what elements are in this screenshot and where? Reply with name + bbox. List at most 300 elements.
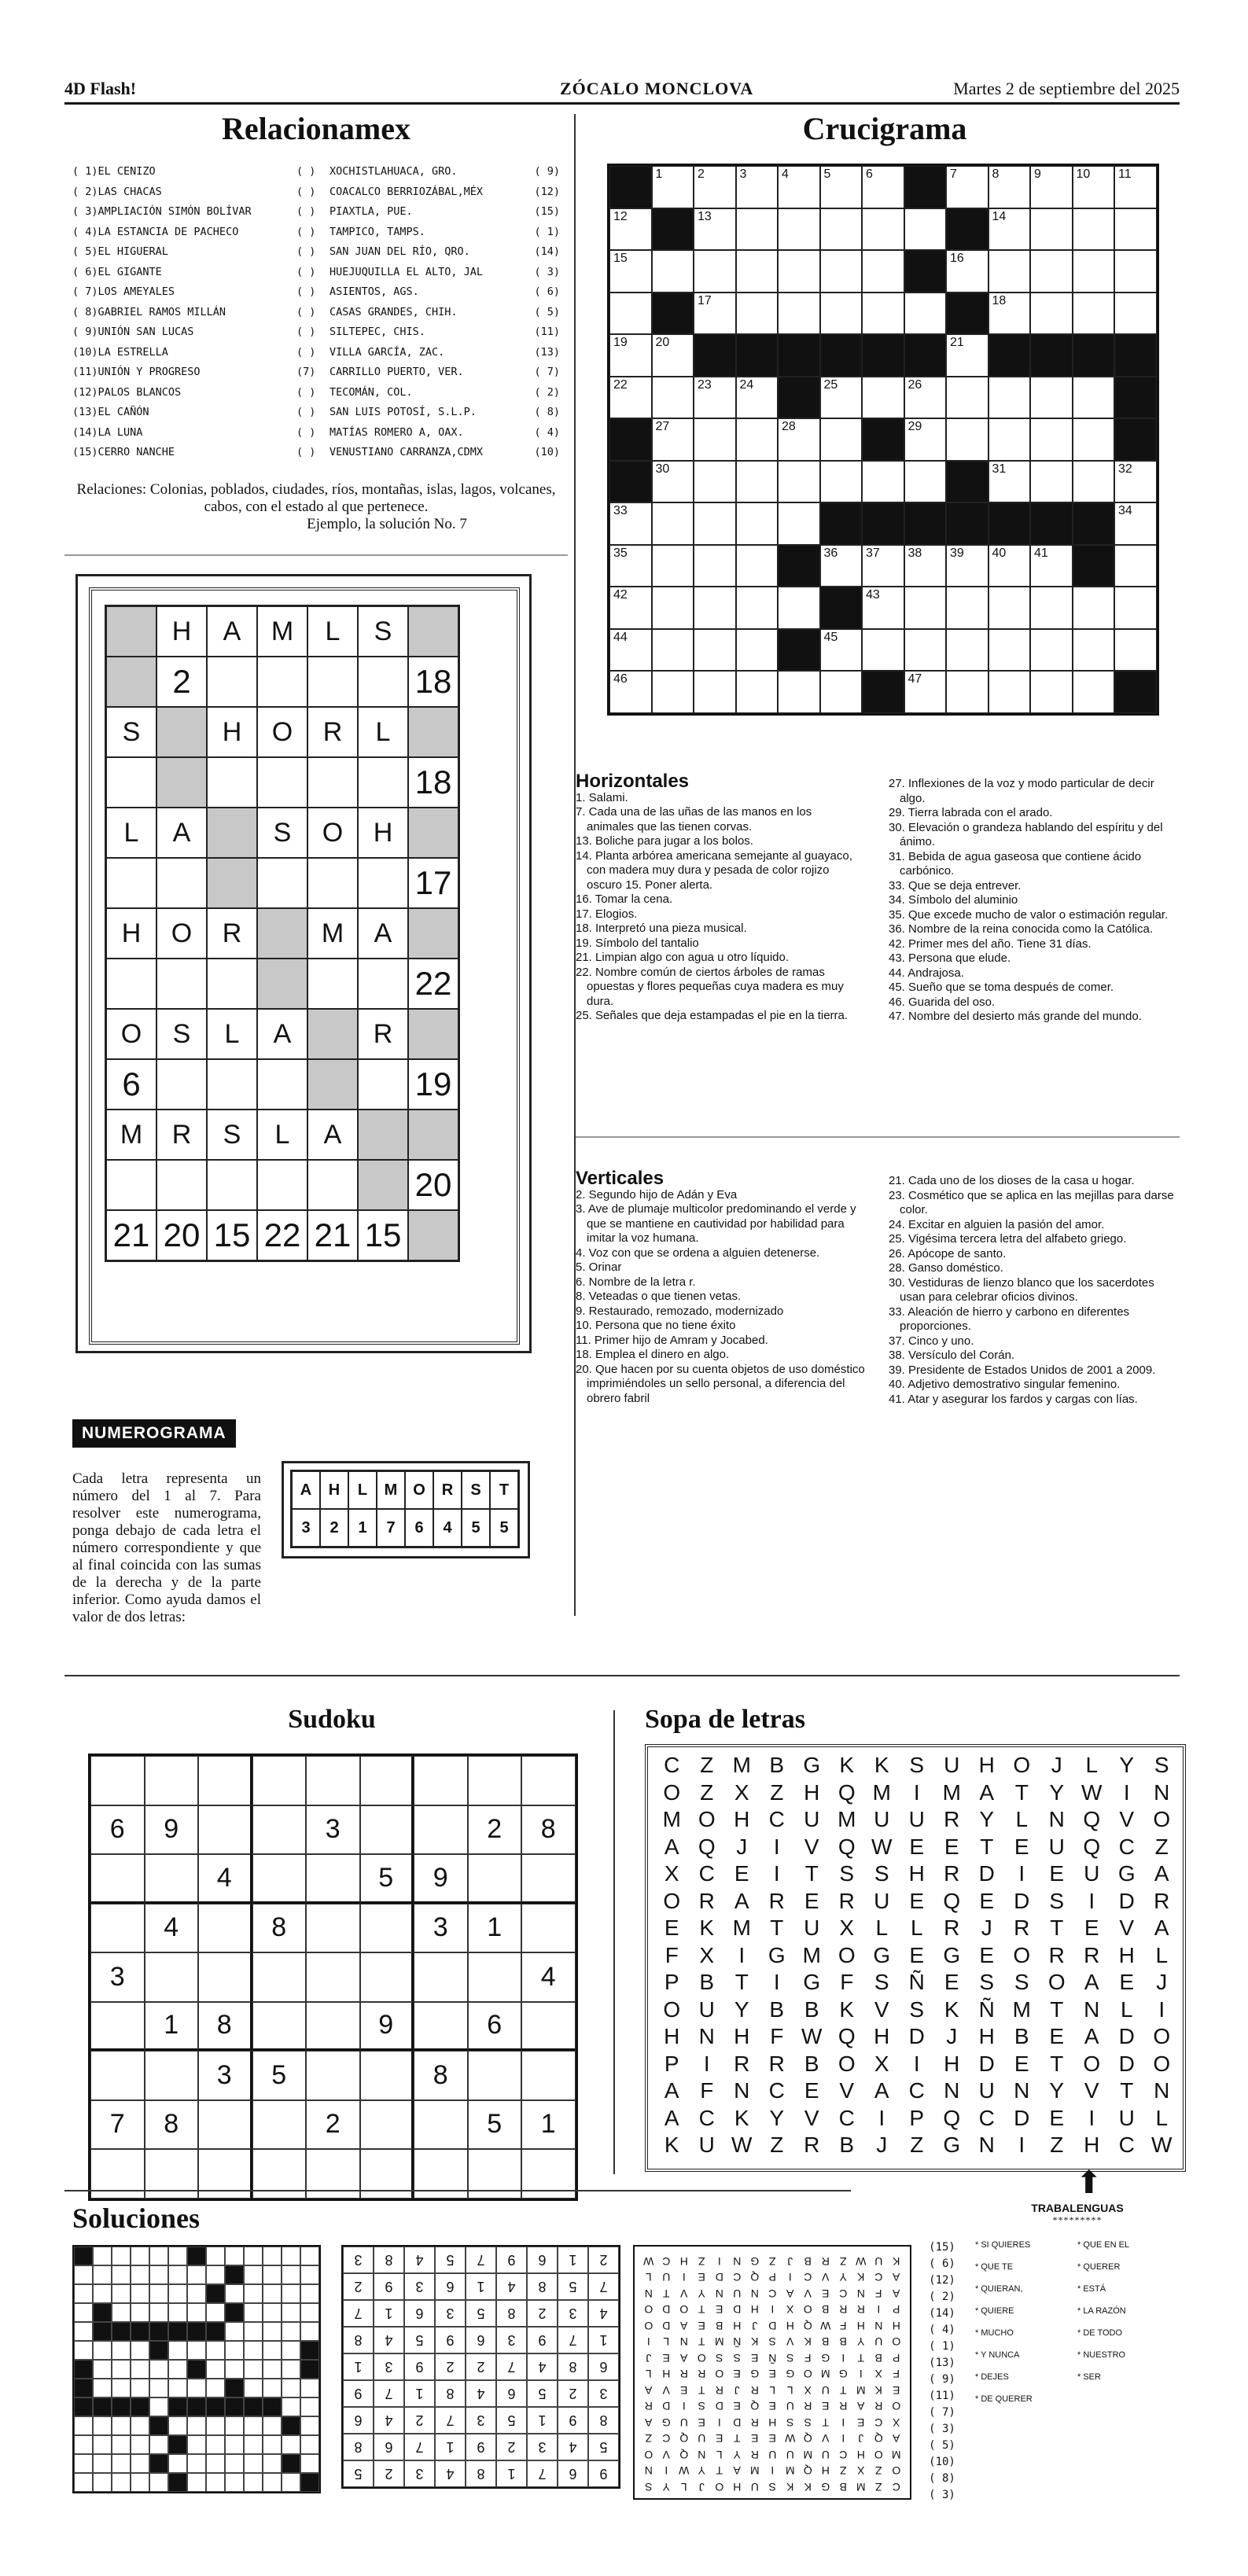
sudoku-cell[interactable]: [90, 2051, 145, 2100]
sudoku-cell[interactable]: [145, 1756, 199, 1805]
sudoku-cell[interactable]: [145, 1854, 199, 1904]
crossword-cell[interactable]: [1114, 461, 1157, 503]
sudoku-cell[interactable]: [252, 1756, 307, 1805]
puzzle-cell: [307, 858, 358, 908]
crossword-cell[interactable]: [609, 250, 652, 293]
sudoku-cell: 3: [90, 1952, 145, 2002]
solution-letter: A: [645, 2416, 653, 2429]
clue-number: 23: [698, 377, 712, 392]
crossword-cell[interactable]: [736, 293, 779, 335]
sudoku-cell[interactable]: [90, 1904, 145, 1953]
sudoku-cell[interactable]: [414, 1805, 468, 1855]
sudoku-cell[interactable]: [252, 2100, 307, 2150]
crossword-cell[interactable]: [862, 461, 904, 503]
crossword-cell[interactable]: [1030, 671, 1073, 713]
relacionamex-note: [64, 481, 568, 533]
crossword-cell[interactable]: [820, 166, 863, 208]
crossword-cell[interactable]: [778, 208, 820, 251]
sudoku-cell[interactable]: [306, 1854, 360, 1904]
letter-number-puzzle: [75, 574, 532, 1353]
crossword-cell[interactable]: [609, 671, 652, 713]
crossword-cell[interactable]: [946, 334, 988, 377]
crossword-cell[interactable]: [1073, 208, 1115, 251]
solution-letter: R: [679, 2368, 688, 2381]
relacionamex-row: [72, 383, 560, 403]
sopa-letter: T: [804, 1861, 819, 1886]
crossword-cell[interactable]: [652, 502, 694, 545]
sudoku-cell[interactable]: [468, 2051, 522, 2100]
crossword-cell[interactable]: [1030, 629, 1073, 672]
puzzle-cell: [358, 1059, 408, 1110]
solution-letter: F: [804, 2351, 812, 2364]
crossword-cell[interactable]: [652, 545, 694, 587]
rel-solution: ( 4): [929, 2324, 955, 2336]
solution-letter: C: [839, 2448, 848, 2461]
sopa-letter: F: [770, 2024, 784, 2049]
sudoku-cell[interactable]: [198, 1904, 252, 1953]
crossword-cell[interactable]: [609, 545, 652, 587]
sopa-letter: N: [734, 2078, 750, 2103]
crossword-cell[interactable]: [1073, 250, 1115, 293]
sudoku-cell[interactable]: [414, 1952, 468, 2002]
solution-cell: [93, 2473, 112, 2492]
crossword-cell[interactable]: [694, 461, 736, 503]
crossword-cell[interactable]: [820, 377, 863, 419]
crossword-cell[interactable]: [778, 502, 820, 545]
crossword-cell[interactable]: [1030, 377, 1073, 419]
clue-text: 23. Cosmético que se aplica en las mejillas para darse color.: [889, 1188, 1174, 1216]
crossword-cell[interactable]: [862, 293, 904, 335]
sudoku-cell[interactable]: [90, 1756, 145, 1805]
crossword-cell[interactable]: [736, 377, 779, 419]
sopa-letter: H: [734, 1807, 750, 1832]
crossword-cell[interactable]: [778, 461, 820, 503]
clue-number: 42: [613, 588, 628, 602]
crossword-cell[interactable]: [1030, 461, 1073, 503]
rel-place: ( 3)AMPLIACIÓN SIMÓN BOLÍVAR: [72, 205, 252, 218]
crossword-cell[interactable]: [1114, 166, 1157, 208]
solution-cell: [187, 2379, 206, 2398]
crossword-cell[interactable]: [652, 334, 694, 377]
solution-cell: [149, 2284, 168, 2303]
crossword-cell[interactable]: [1030, 418, 1073, 461]
sopa-letter: O: [1153, 2024, 1171, 2049]
numerograma-tag: NUMEROGRAMA: [72, 1419, 236, 1448]
solution-digit: 8: [343, 2434, 374, 2460]
crossword-cell[interactable]: [904, 377, 947, 419]
sopa-letter: V: [804, 2105, 819, 2130]
crossword-cell[interactable]: [862, 629, 904, 672]
solution-cell: [74, 2473, 93, 2492]
crossword-cell[interactable]: [736, 418, 779, 461]
solution-digit: 5: [466, 2300, 496, 2327]
solution-letter: E: [698, 2319, 705, 2332]
solution-letter: G: [786, 2368, 795, 2381]
crossword-cell[interactable]: [1073, 629, 1115, 672]
crossword-cell[interactable]: [820, 208, 863, 251]
key-value: 3: [292, 1509, 320, 1547]
sopa-letter: M: [732, 1915, 751, 1941]
crossword-cell[interactable]: [1073, 587, 1115, 629]
crossword-cell[interactable]: [862, 208, 904, 251]
crossword-cell[interactable]: [988, 250, 1031, 293]
sopa-letter: Z: [700, 1779, 714, 1805]
sudoku-cell[interactable]: [252, 1805, 307, 1855]
sopa-letter: N: [944, 2078, 960, 2103]
sudoku-cell[interactable]: [360, 1952, 414, 2002]
sudoku-cell[interactable]: [414, 1756, 468, 1805]
key-letter: H: [320, 1471, 348, 1509]
crossword-cell[interactable]: [778, 418, 820, 461]
sopa-letter: B: [699, 1970, 715, 1995]
crossword-cell[interactable]: [946, 250, 988, 293]
solution-letter: K: [893, 2254, 900, 2268]
relacionamex-row: [72, 182, 560, 203]
crossword-cell[interactable]: [988, 545, 1031, 587]
crossword-cell[interactable]: [988, 208, 1031, 251]
crossword-cell[interactable]: [862, 545, 904, 587]
crossword-cell[interactable]: [778, 293, 820, 335]
sopa-letter: A: [1154, 1861, 1169, 1886]
sudoku-cell[interactable]: [198, 1805, 252, 1855]
rel-state: CASAS GRANDES, CHIH.: [329, 305, 458, 318]
solution-cell: [187, 2303, 206, 2322]
solution-cell: [187, 2454, 206, 2473]
sudoku-cell[interactable]: [306, 1756, 360, 1805]
solution-digit: 1: [435, 2434, 466, 2460]
crossword-cell[interactable]: [778, 166, 820, 208]
clue-number: 9: [1034, 167, 1041, 181]
solution-cell: [112, 2435, 131, 2454]
solution-letter: L: [645, 2368, 652, 2381]
crossword-cell[interactable]: [694, 587, 736, 629]
crossword-cell[interactable]: [820, 629, 863, 672]
solution-digit: 8: [588, 2407, 619, 2434]
sudoku-cell: 5: [360, 1854, 414, 1904]
crossword-cell[interactable]: [652, 629, 694, 672]
solution-letter: Y: [857, 2335, 865, 2349]
crossword-cell[interactable]: [946, 166, 988, 208]
crossword-cell[interactable]: [694, 545, 736, 587]
sudoku-cell[interactable]: [306, 1904, 360, 1953]
crossword-cell[interactable]: [736, 208, 779, 251]
crossword-cell[interactable]: [736, 671, 779, 713]
crossword-cell[interactable]: [862, 377, 904, 419]
crossword-cell[interactable]: [820, 461, 863, 503]
crossword-cell[interactable]: [778, 671, 820, 713]
crossword-cell[interactable]: [1073, 671, 1115, 713]
crossword-cell[interactable]: [1114, 502, 1157, 545]
crossword-cell[interactable]: [904, 629, 947, 672]
sudoku-cell[interactable]: [468, 1756, 522, 1805]
crossword-cell[interactable]: [1114, 293, 1157, 335]
sudoku-cell[interactable]: [198, 1952, 252, 2002]
crossword-cell[interactable]: [736, 166, 779, 208]
solution-letter: V: [822, 2271, 830, 2284]
sudoku-cell[interactable]: [414, 2002, 468, 2052]
solution-letter: O: [874, 2448, 883, 2461]
crossword-cell[interactable]: [1114, 587, 1157, 629]
sudoku-cell[interactable]: [360, 2051, 414, 2100]
sopa-letter: E: [1119, 1970, 1135, 1995]
clue-number: 24: [739, 377, 754, 392]
rel-number: ( 5): [534, 305, 560, 318]
crossword-cell[interactable]: [1030, 208, 1073, 251]
crossword-cell[interactable]: [694, 208, 736, 251]
crossword-cell[interactable]: [609, 629, 652, 672]
crossword-cell[interactable]: [1073, 293, 1115, 335]
crossword-cell[interactable]: [736, 461, 779, 503]
crossword-cell[interactable]: [694, 166, 736, 208]
crossword-cell[interactable]: [904, 545, 947, 587]
crossword-cell[interactable]: [1030, 166, 1073, 208]
crossword-cell[interactable]: [988, 377, 1031, 419]
crossword-cell[interactable]: [862, 587, 904, 629]
crossword-cell[interactable]: [609, 587, 652, 629]
sudoku-cell: 5: [252, 2051, 307, 2100]
crossword-cell[interactable]: [1030, 250, 1073, 293]
sudoku-cell[interactable]: [521, 2002, 576, 2052]
puzzle-cell: 20: [408, 1160, 458, 1210]
crossword-cell[interactable]: [820, 671, 863, 713]
solution-letter: R: [715, 2383, 723, 2397]
crossword-cell[interactable]: [988, 629, 1031, 672]
sopa-letter: S: [1014, 1970, 1029, 1995]
puzzle-cell: S: [106, 707, 156, 757]
sudoku-cell[interactable]: [468, 1952, 522, 2002]
crossword-cell[interactable]: [988, 293, 1031, 335]
solution-letter: U: [698, 2432, 706, 2445]
crossword-cell[interactable]: [609, 293, 652, 335]
crossword-cell[interactable]: [609, 377, 652, 419]
crossword-cell[interactable]: [988, 671, 1031, 713]
solution-letter: H: [821, 2464, 830, 2478]
verticales-col2: [889, 1174, 1180, 1407]
crossword-cell[interactable]: [862, 166, 904, 208]
crossword-cell[interactable]: [1114, 545, 1157, 587]
puzzle-cell: [257, 757, 307, 808]
crossword-cell[interactable]: [904, 418, 947, 461]
crossword-cell[interactable]: [1114, 208, 1157, 251]
key-value: 5: [462, 1509, 490, 1547]
sudoku-cell[interactable]: [306, 2051, 360, 2100]
crossword-cell[interactable]: [694, 671, 736, 713]
crossword-cell[interactable]: [904, 671, 947, 713]
crossword-cell[interactable]: [820, 250, 863, 293]
crossword-cell[interactable]: [1073, 377, 1115, 419]
crossword-cell[interactable]: [1030, 293, 1073, 335]
crossword-cell[interactable]: [904, 461, 947, 503]
solution-letter: I: [717, 2416, 721, 2429]
sudoku-cell: 2: [468, 1805, 522, 1855]
sudoku-cell[interactable]: [414, 2100, 468, 2150]
sopa-letter: E: [944, 1834, 959, 1859]
sopa-letter: S: [979, 1970, 995, 1995]
solution-letter: O: [715, 2368, 724, 2381]
solution-cell: [300, 2416, 319, 2435]
solution-letter: L: [645, 2271, 652, 2284]
sudoku-cell[interactable]: [198, 1756, 252, 1805]
sudoku-cell[interactable]: [468, 1854, 522, 1904]
sopa-letter: I: [773, 1861, 780, 1886]
sudoku-cell[interactable]: [306, 2002, 360, 2052]
clue-text: 28. Ganso doméstico.: [889, 1261, 1003, 1275]
sopa-letter: R: [734, 2051, 750, 2076]
crossword-cell[interactable]: [652, 418, 694, 461]
solution-letter: B: [716, 2319, 723, 2332]
crossword-cell[interactable]: [820, 418, 863, 461]
puzzle-cell: [257, 959, 307, 1009]
rel-state: TECOMÁN, COL.: [329, 385, 413, 399]
crossword-cell[interactable]: [988, 418, 1031, 461]
sopa-letter: Y: [734, 1996, 749, 2022]
solution-letter: F: [893, 2368, 900, 2381]
rel-state: MATÍAS ROMERO A, OAX.: [329, 425, 464, 439]
solution-cell: [131, 2360, 149, 2379]
solution-letter: H: [856, 2448, 865, 2461]
sudoku-cell[interactable]: [521, 2051, 576, 2100]
crossword-cell[interactable]: [694, 250, 736, 293]
crossword-cell[interactable]: [1073, 166, 1115, 208]
sudoku-cell[interactable]: [360, 2100, 414, 2150]
verticales-col1: [576, 1168, 871, 1406]
solution-letter: E: [751, 2432, 759, 2445]
crossword-cell[interactable]: [988, 461, 1031, 503]
crossword-cell[interactable]: [1073, 461, 1115, 503]
solution-digit: 1: [343, 2353, 374, 2380]
crossword-cell[interactable]: [946, 377, 988, 419]
puzzle-cell: [207, 858, 257, 908]
crossword-block: [1030, 502, 1073, 545]
sudoku-cell[interactable]: [198, 2100, 252, 2150]
crossword-cell[interactable]: [652, 671, 694, 713]
crossword-cell[interactable]: [694, 377, 736, 419]
crossword-cell[interactable]: [736, 629, 779, 672]
crossword-cell[interactable]: [736, 250, 779, 293]
crossword-cell[interactable]: [1114, 629, 1157, 672]
relacionamex-row: [72, 443, 560, 463]
sudoku-cell[interactable]: [306, 1952, 360, 2002]
crossword-cell[interactable]: [694, 293, 736, 335]
solution-digit: 6: [466, 2327, 496, 2353]
trabalenguas-line: * LA RAZÓN: [1077, 2306, 1126, 2316]
clue-text: 39. Presidente de Estados Unidos de 2001 a 2009.: [889, 1363, 1156, 1377]
crossword-cell[interactable]: [736, 545, 779, 587]
crossword-cell[interactable]: [652, 377, 694, 419]
crossword-cell[interactable]: [778, 587, 820, 629]
sudoku-cell[interactable]: [521, 1756, 576, 1805]
solution-digit: 1: [404, 2380, 435, 2407]
crossword-cell[interactable]: [862, 250, 904, 293]
sopa-letter: J: [876, 2133, 888, 2158]
solution-cell: [282, 2435, 300, 2454]
crossword-cell[interactable]: [904, 208, 947, 251]
sudoku-cell[interactable]: [360, 1756, 414, 1805]
crossword-cell[interactable]: [694, 629, 736, 672]
word-search: [645, 1744, 1186, 2172]
puzzle-cell: A: [257, 1009, 307, 1059]
solution-letter: H: [786, 2319, 794, 2332]
solution-cell: [131, 2303, 149, 2322]
rel-place: ( 5)EL HIGUERAL: [72, 245, 168, 258]
crossword-cell[interactable]: [988, 587, 1031, 629]
crossword-cell[interactable]: [736, 587, 779, 629]
rel-number: ( 7): [534, 366, 560, 378]
crossword-cell[interactable]: [946, 671, 988, 713]
crossword-cell[interactable]: [652, 587, 694, 629]
crossword-cell[interactable]: [609, 208, 652, 251]
issue-date: Martes 2 de septiembre del 2025: [953, 79, 1180, 98]
sudoku-cell[interactable]: [90, 2002, 145, 2052]
sopa-letter: G: [943, 1942, 961, 1967]
crossword-cell[interactable]: [694, 502, 736, 545]
crossword-cell[interactable]: [609, 334, 652, 377]
clue-text: 42. Primer mes del año. Tiene 31 días.: [889, 937, 1092, 951]
sudoku-cell[interactable]: [360, 1805, 414, 1855]
sopa-letter: E: [944, 1970, 959, 1995]
solution-cell: [112, 2341, 131, 2360]
crossword-cell[interactable]: [946, 545, 988, 587]
sudoku-cell[interactable]: [145, 1952, 199, 2002]
crossword-cell[interactable]: [652, 166, 694, 208]
crossword-cell[interactable]: [988, 166, 1031, 208]
crossword-cell[interactable]: [778, 250, 820, 293]
crossword-cell[interactable]: [1030, 587, 1073, 629]
sudoku-cell[interactable]: [252, 1952, 307, 2002]
solution-letter: M: [785, 2464, 795, 2478]
crossword-cell[interactable]: [946, 587, 988, 629]
crossword-cell[interactable]: [1114, 250, 1157, 293]
rel-number: (11): [534, 326, 560, 338]
puzzle-cell: [307, 657, 358, 707]
crossword-cell[interactable]: [1030, 545, 1073, 587]
crossword-cell[interactable]: [652, 461, 694, 503]
solution-letter: L: [786, 2383, 793, 2397]
sopa-letter: A: [1084, 2024, 1099, 2049]
solution-cell: [206, 2360, 225, 2379]
crossword-cell[interactable]: [946, 418, 988, 461]
crossword-cell[interactable]: [1073, 418, 1115, 461]
solution-digit: 3: [374, 2353, 404, 2380]
solution-letter: M: [891, 2448, 901, 2461]
sudoku-cell[interactable]: [521, 1854, 576, 1904]
rel-number: ( 4): [534, 425, 560, 439]
crossword-cell[interactable]: [609, 502, 652, 545]
solution-letter: K: [874, 2383, 882, 2397]
solution-letter: N: [698, 2448, 706, 2461]
sudoku-cell[interactable]: [360, 1904, 414, 1953]
crossword-cell[interactable]: [736, 502, 779, 545]
crossword-cell[interactable]: [904, 293, 947, 335]
crossword-cell[interactable]: [820, 545, 863, 587]
sudoku-cell[interactable]: [252, 1854, 307, 1904]
solution-cell: [112, 2284, 131, 2303]
solution-letter: D: [768, 2319, 777, 2332]
sudoku-cell[interactable]: [521, 1904, 576, 1953]
crossword-cell[interactable]: [652, 250, 694, 293]
key-letter: T: [490, 1471, 518, 1509]
sudoku-cell[interactable]: [145, 2051, 199, 2100]
sopa-letter: U: [804, 1915, 820, 1941]
crossword-cell[interactable]: [820, 293, 863, 335]
crossword-cell[interactable]: [904, 587, 947, 629]
sudoku-cell[interactable]: [252, 2002, 307, 2052]
clue-text: 27. Inflexiones de la voz y modo particular de decir algo.: [889, 777, 1154, 805]
crossword-cell[interactable]: [694, 418, 736, 461]
sudoku-cell[interactable]: [90, 1854, 145, 1904]
crossword-cell[interactable]: [946, 629, 988, 672]
solution-cell: [187, 2247, 206, 2265]
